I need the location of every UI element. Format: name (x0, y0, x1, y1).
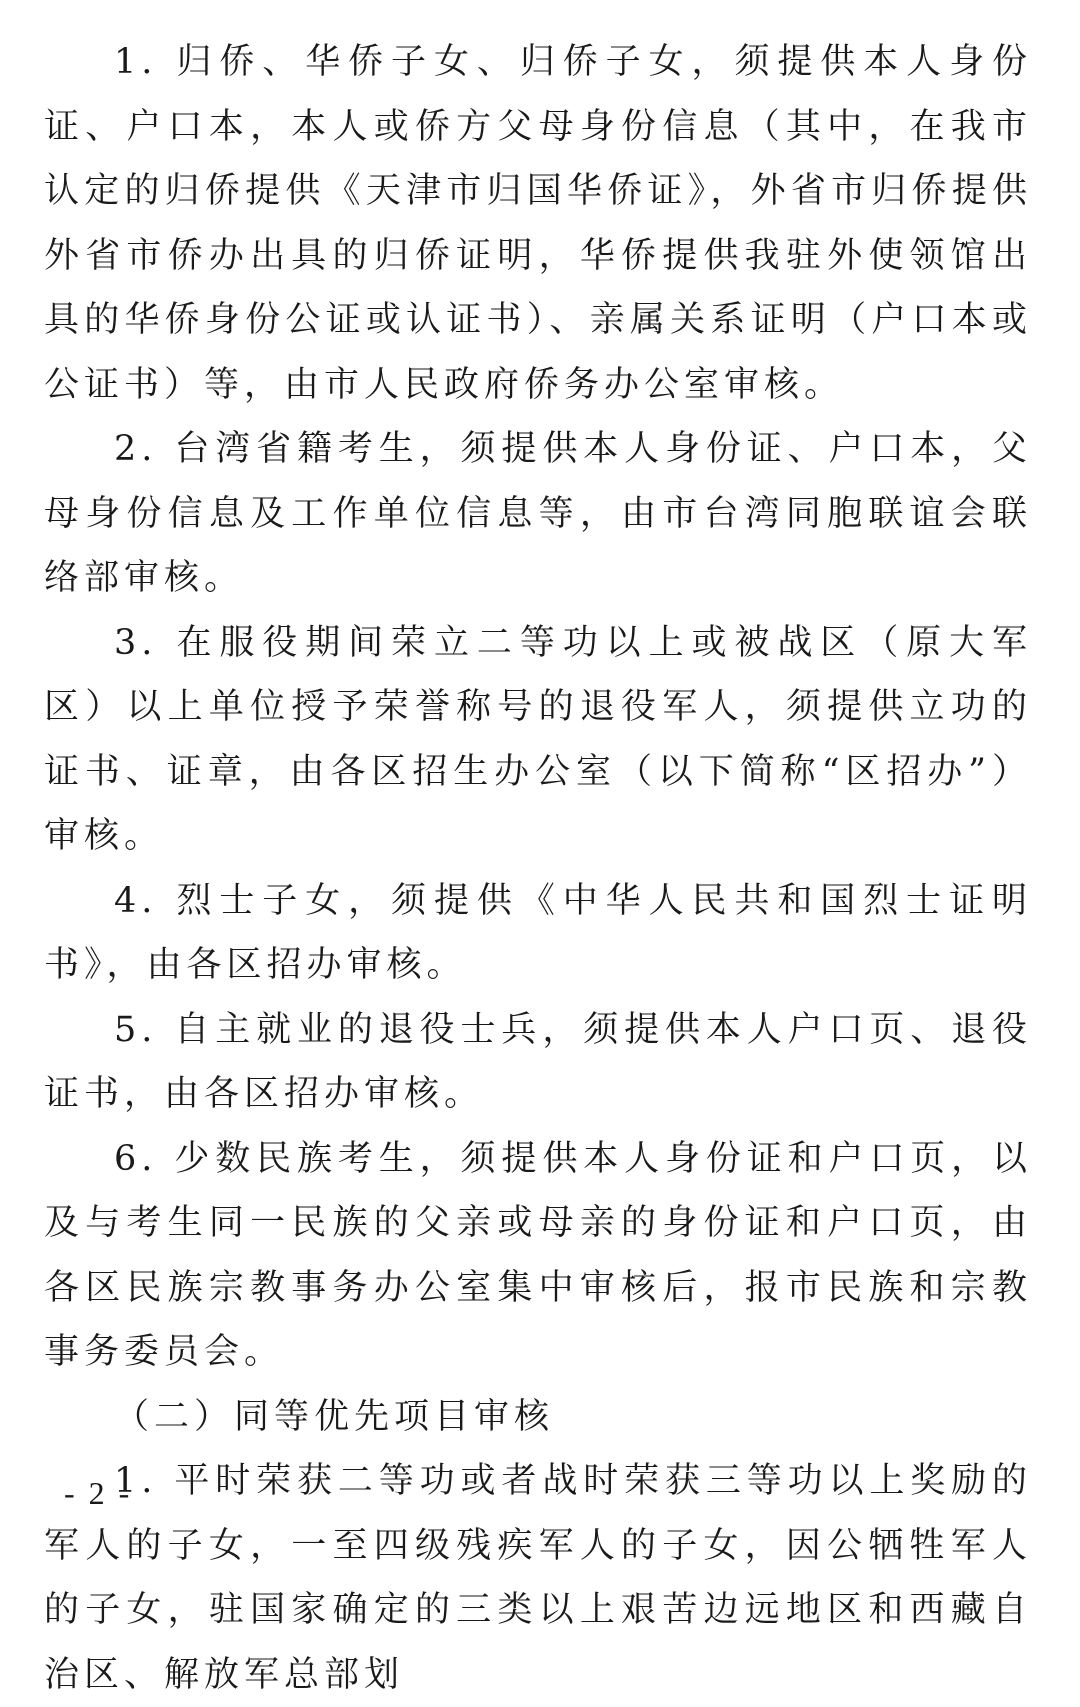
section-paragraph-item-1: 1. 平时荣获二等功或者战时荣获三等功以上奖励的军人的子女，一至四级残疾军人的子女，因公牺牲军人的子女，驻国家确定的三类以上艰苦边远地区和西藏自治区、解放军总部划 (44, 1461, 1032, 1695)
document-page (44, 30, 1032, 1707)
paragraph-item-3: 3. 在服役期间荣立二等功以上或被战区（原大军区）以上单位授予荣誉称号的退役军人，须提供立功的证书、证章，由各区招生办公室（以下简称“区招办”）审核。 (44, 622, 1032, 856)
section-heading: （二）同等优先项目审核 (114, 1396, 555, 1437)
paragraph-item-5: 5. 自主就业的退役士兵，须提供本人户口页、退役证书，由各区招办审核。 (44, 1009, 1032, 1114)
page-number: - 2 - (64, 1475, 133, 1511)
paragraph-item-6: 6. 少数民族考生，须提供本人身份证和户口页，以及与考生同一民族的父亲或母亲的身份证和户口页，由各区民族宗教事务办公室集中审核后，报市民族和宗教事务委员会。 (44, 1138, 1032, 1372)
paragraph-item-2: 2. 台湾省籍考生，须提供本人身份证、户口本，父母身份信息及工作单位信息等，由市台湾同胞联谊会联络部审核。 (44, 429, 1032, 598)
paragraph-item-4: 4. 烈士子女，须提供《中华人民共和国烈士证明书》，由各区招办审核。 (44, 880, 1032, 985)
paragraph-item-1: 1. 归侨、华侨子女、归侨子女，须提供本人身份证、户口本，本人或侨方父母身份信息（其中，在我市认定的归侨提供《天津市归国华侨证》，外省市归侨提供外省市侨办出具的归侨证明，华侨提供我驻外使领馆出具的华侨身份公证或认证书）、亲属关系证明（户口本或公证书）等，由市人民政府侨务办公室审核。 (44, 42, 1032, 405)
